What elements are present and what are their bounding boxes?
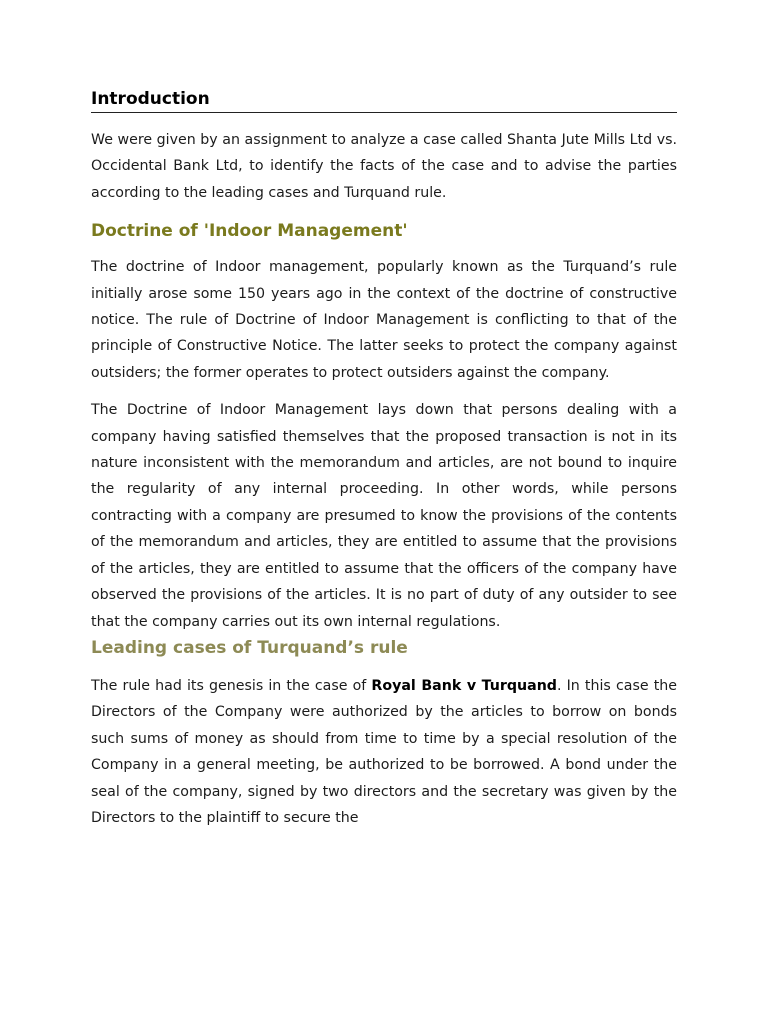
leading-cases-paragraph <box>91 673 677 831</box>
introduction-heading: Introduction <box>91 88 677 113</box>
introduction-paragraph: We were given by an assignment to analyze a case called Shanta Jute Mills Ltd vs. Occidental Bank Ltd, to identify the facts of the case and to advise the parties according to the leading cases and Turquand rule. <box>91 132 677 201</box>
document-page <box>91 88 677 842</box>
doctrine-paragraph-2: The Doctrine of Indoor Management lays down that persons dealing with a company having satisfied themselves that the proposed transaction is not in its nature inconsistent with the memorandum and articles, are not bound to inquire the regularity of any internal proceeding. In other words, while persons contracting with a company are presumed to know the provisions of the contents of the memorandum and articles, they are entitled to assume that the provisions of the articles, they are entitled to assume that the officers of the company have observed the provisions of the articles. It is no part of duty of any outsider to see that the company carries out its own internal regulations. <box>91 402 677 630</box>
case-name: Royal Bank v Turquand <box>371 677 557 694</box>
leading-cases-heading: Leading cases of Turquand’s rule <box>91 637 408 658</box>
leading-paragraph-start: The rule had its genesis in the case of <box>91 677 372 694</box>
leading-paragraph-rest: . In this case the Directors of the Company were authorized by the articles to borrow on bonds such sums of money as should from time to time by a special resolution of the Company in a general meeting, be authorized to be borrowed. A bond under the seal of the company, signed by two directors and the secretary was given by the Directors to the plaintiff to secure the <box>91 677 677 826</box>
doctrine-heading: Doctrine of 'Indoor Management' <box>91 221 408 242</box>
doctrine-paragraph-1: The doctrine of Indoor management, popularly known as the Turquand’s rule initially arose some 150 years ago in the context of the doctrine of constructive notice. The rule of Doctrine of Indoor Management is conflicting to that of the principle of Constructive Notice. The latter seeks to protect the company against outsiders; the former operates to protect outsiders against the company. <box>91 259 677 381</box>
